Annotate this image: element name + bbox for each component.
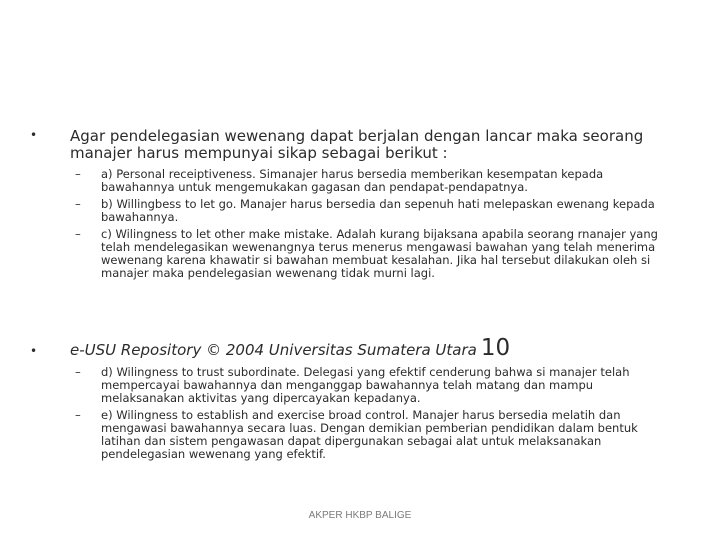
dash-marker: – xyxy=(75,167,81,181)
sub-item xyxy=(75,409,670,461)
sub-item-text: d) Wilingness to trust subordinate. Delegasi yang efektif cenderung bahwa si manajer telah mempercayai bawahannya dan menganggap bawahannya telah matang dan mampu melaksanakan aktivitas yang dipercayakan kepadanya. xyxy=(101,365,630,405)
sub-item-text: a) Personal receiptiveness. Simanajer harus bersedia memberikan kesempatan kepada bawahannya untuk mengemukakan gagasan dan pendapat-pendapatnya. xyxy=(101,167,604,194)
sub-item-text: b) Willingbess to let go. Manajer harus bersedia dan sepenuh hati melepaskan ewenang kepada bawahannya. xyxy=(101,197,655,224)
sub-item xyxy=(75,168,670,194)
bullet-text: Agar pendelegasian wewenang dapat berjalan dengan lancar maka seorang manajer harus mempunyai sikap sebagai berikut : xyxy=(70,127,644,162)
dash-marker: – xyxy=(75,408,81,422)
bullet-item-2 xyxy=(30,335,680,361)
sub-item xyxy=(75,228,670,280)
repository-line xyxy=(70,335,680,361)
bullet-marker: • xyxy=(30,128,38,142)
bullet-marker: • xyxy=(30,344,38,358)
sub-item-text: c) Wilingness to let other make mistake. Adalah kurang bijaksana apabila seorang rnanajer yang telah mendelegasikan wewenangnya terus menerus mengawasi bawahan yang telah menerima wewenang karena khawatir si bawahan membuat kesalahan. Jika hal tersebut dilakukan oleh si manajer maka pendelegasian wewenang tidak murni lagi. xyxy=(101,227,658,280)
dash-marker: – xyxy=(75,197,81,211)
sub-list-1 xyxy=(75,168,670,284)
sub-item xyxy=(75,366,670,405)
bullet-item-1 xyxy=(30,128,680,162)
page-number: 10 xyxy=(480,335,511,361)
dash-marker: – xyxy=(75,227,81,241)
dash-marker: – xyxy=(75,365,81,379)
sub-item-text: e) Wilingness to establish and exercise broad control. Manajer harus bersedia melatih dan mengawasi bawahannya secara luas. Dengan demikian pemberian pendidikan dalam bentuk latihan dan sistem pengawasan dapat dipergunakan sebagai alat untuk melaksanakan pendelegasian wewenang yang efektif. xyxy=(101,408,638,461)
footer-text: AKPER HKBP BALIGE xyxy=(308,510,412,521)
sub-item xyxy=(75,198,670,224)
sub-list-2 xyxy=(75,366,670,465)
repository-text: e-USU Repository © 2004 Universitas Sumatera Utara xyxy=(70,341,477,359)
